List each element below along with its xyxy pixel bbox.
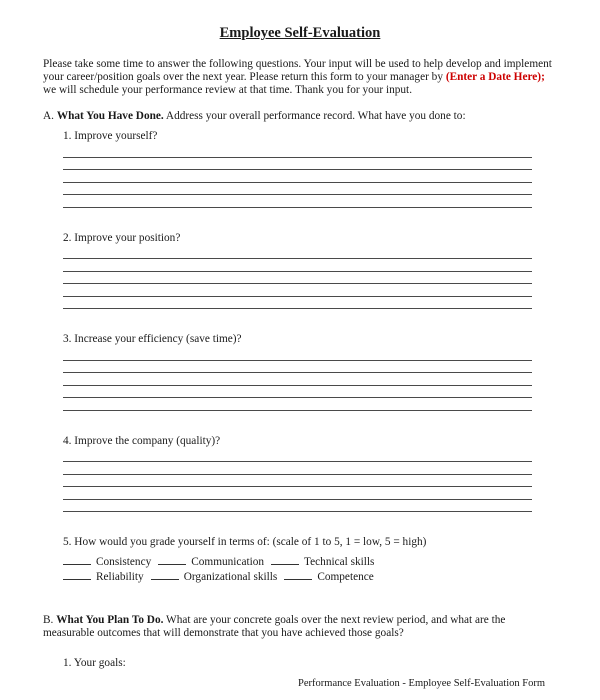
grade-label-consistency: Consistency [96, 556, 152, 568]
grade-row-1 [63, 555, 557, 570]
question-label-2: 2. Improve your position? [63, 231, 181, 244]
footer-text: Performance Evaluation - Employee Self-Evaluation Form [298, 678, 545, 689]
answer-area-4 [63, 450, 532, 513]
intro-text-before: Please take some time to answer the following questions. Your input will be used to help develop and implement your career/position goals over the next year. Please return this form to your manager by [43, 58, 552, 83]
section-a-title: What You Have Done. [56, 110, 164, 122]
section-b-prefix: B. [43, 614, 57, 626]
grade-section [63, 555, 557, 584]
answer-line[interactable] [63, 284, 532, 297]
grade-blank-line[interactable] [63, 555, 91, 565]
answer-line[interactable] [63, 348, 532, 361]
form-title: Employee Self-Evaluation [219, 25, 381, 41]
question-label-5: 5. How would you grade yourself in terms of: (scale of 1 to 5, 1 = low, 5 = high) [63, 536, 427, 548]
answer-line[interactable] [63, 183, 532, 196]
answer-line[interactable] [63, 398, 532, 411]
section-a-prefix: A. [43, 110, 57, 122]
answer-line[interactable] [63, 158, 532, 171]
answer-line[interactable] [63, 170, 532, 183]
answer-line[interactable] [63, 475, 532, 488]
section-b-title: What You Plan To Do. [56, 614, 164, 626]
answer-line[interactable] [63, 195, 532, 208]
intro-paragraph [43, 58, 557, 97]
section-b-heading [43, 614, 557, 640]
section-a-heading [43, 110, 557, 123]
question-label-4: 4. Improve the company (quality)? [63, 434, 221, 447]
grade-label-competence: Competence [317, 570, 374, 583]
section-b-description: What are your concrete goals over the next review period, and what are the measurable outcomes that will demonstrate that you have achieved those goals? [43, 614, 506, 639]
grade-blank-line[interactable] [284, 570, 312, 580]
answer-area-1 [63, 145, 532, 208]
answer-line[interactable] [63, 272, 532, 285]
answer-line[interactable] [63, 487, 532, 500]
answer-line[interactable] [63, 462, 532, 475]
grade-blank-line[interactable] [63, 570, 91, 580]
answer-area-2 [63, 247, 532, 310]
answer-line[interactable] [63, 500, 532, 513]
grade-label-reliability: Reliability [96, 570, 144, 583]
answer-line[interactable] [63, 247, 532, 260]
grade-label-technical-skills: Technical skills [304, 556, 375, 568]
grade-row-2 [63, 570, 557, 585]
intro-text-after: we will schedule your performance review at that time. Thank you for your input. [43, 84, 413, 96]
answer-line[interactable] [63, 297, 532, 310]
question-label-3: 3. Increase your efficiency (save time)? [63, 333, 242, 345]
section-a-description: Address your overall performance record. What have you done to: [163, 110, 466, 122]
date-placeholder: (Enter a Date Here); [445, 71, 545, 83]
answer-line[interactable] [63, 361, 532, 374]
grade-blank-line[interactable] [151, 570, 179, 580]
answer-line[interactable] [63, 259, 532, 272]
answer-area-3 [63, 348, 532, 411]
grade-blank-line[interactable] [271, 555, 299, 565]
grade-label-communication: Communication [191, 556, 265, 568]
answer-line[interactable] [63, 145, 532, 158]
answer-line[interactable] [63, 450, 532, 463]
grade-label-organizational-skills: Organizational skills [183, 570, 278, 583]
answer-line[interactable] [63, 373, 532, 386]
question-label-1: 1. Improve yourself? [63, 130, 158, 142]
question-label-goals: 1. Your goals: [63, 657, 126, 669]
answer-line[interactable] [63, 386, 532, 399]
grade-blank-line[interactable] [158, 555, 186, 565]
